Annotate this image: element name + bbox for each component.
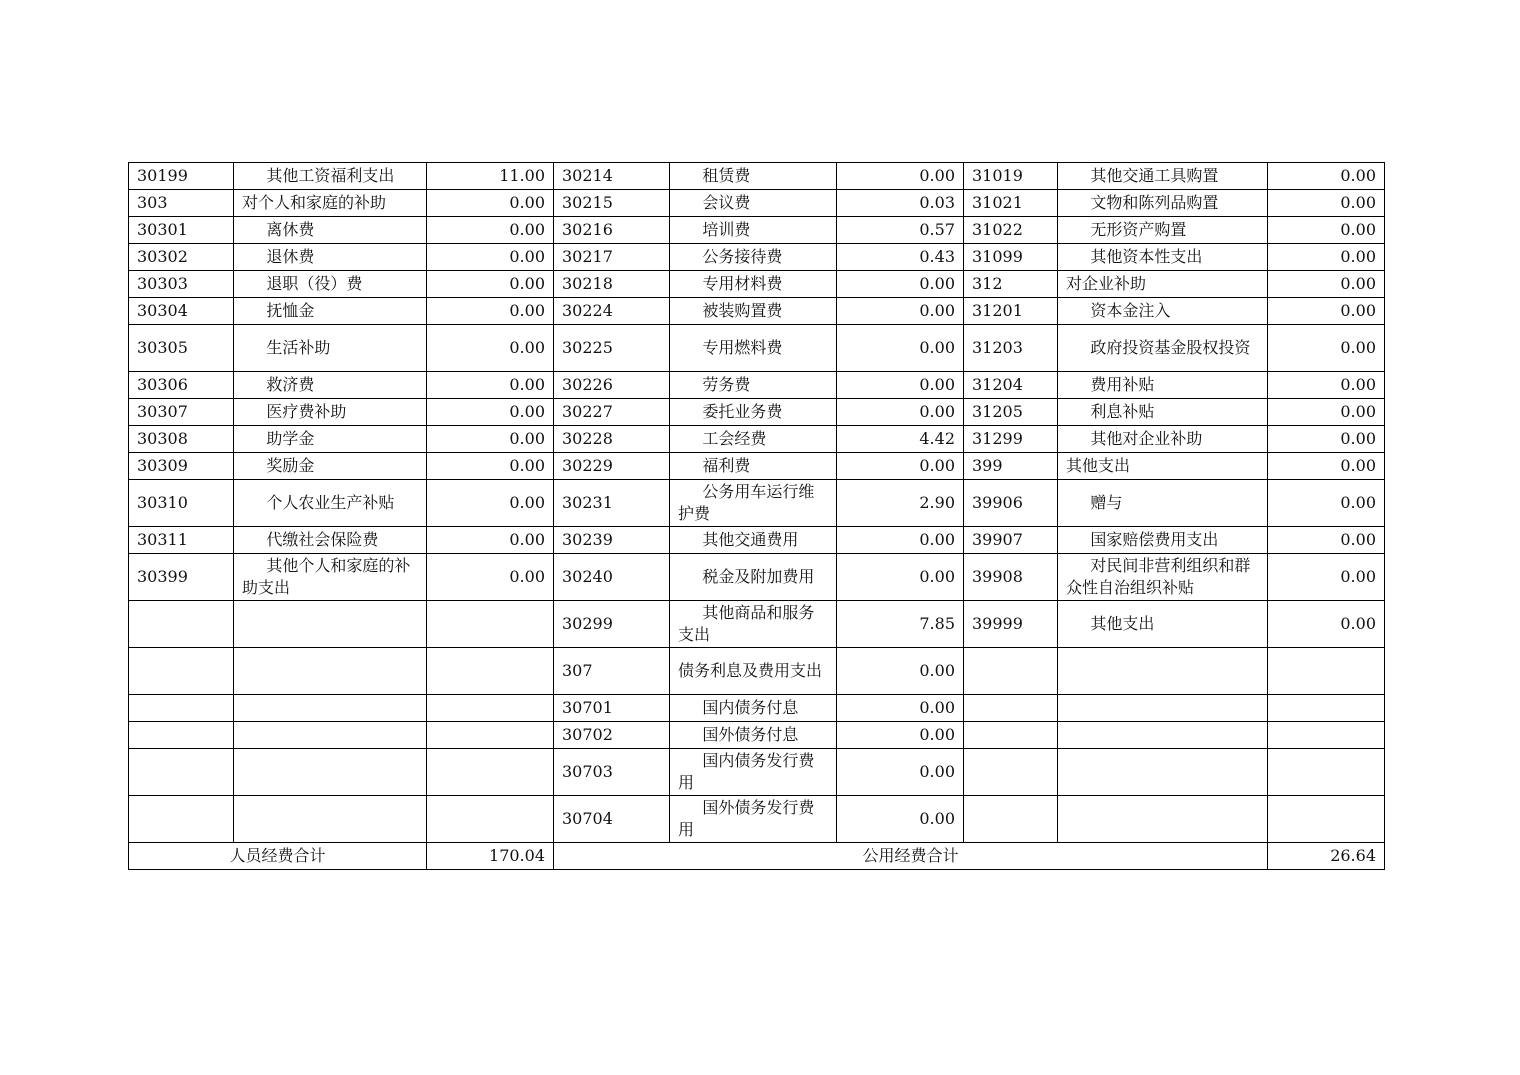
amount-cell: 0.00 bbox=[427, 480, 554, 527]
amount-cell: 0.00 bbox=[1268, 163, 1385, 190]
amount-cell: 2.90 bbox=[837, 480, 964, 527]
amount-cell: 0.00 bbox=[427, 372, 554, 399]
subject-name-cell: 其他个人和家庭的补助支出 bbox=[234, 554, 427, 601]
subject-name-cell: 会议费 bbox=[670, 190, 837, 217]
amount-cell: 0.00 bbox=[427, 527, 554, 554]
table-row bbox=[129, 244, 1385, 271]
subject-code-cell: 30307 bbox=[129, 399, 234, 426]
subject-code-cell: 30310 bbox=[129, 480, 234, 527]
subject-name-cell: 公务接待费 bbox=[670, 244, 837, 271]
totals-row bbox=[129, 843, 1385, 870]
subject-name-cell: 债务利息及费用支出 bbox=[670, 648, 837, 695]
public-total-value: 26.64 bbox=[1268, 843, 1385, 870]
subject-code-cell: 312 bbox=[964, 271, 1058, 298]
subject-code-cell: 307 bbox=[554, 648, 670, 695]
amount-cell bbox=[1268, 749, 1385, 796]
table-row bbox=[129, 217, 1385, 244]
subject-name-cell bbox=[1058, 722, 1268, 749]
amount-cell: 0.00 bbox=[1268, 453, 1385, 480]
amount-cell: 0.00 bbox=[837, 453, 964, 480]
subject-code-cell: 30311 bbox=[129, 527, 234, 554]
amount-cell bbox=[1268, 648, 1385, 695]
subject-code-cell: 399 bbox=[964, 453, 1058, 480]
table-row bbox=[129, 796, 1385, 843]
amount-cell: 0.00 bbox=[837, 372, 964, 399]
amount-cell: 0.00 bbox=[837, 399, 964, 426]
subject-name-cell: 奖励金 bbox=[234, 453, 427, 480]
amount-cell: 0.00 bbox=[427, 426, 554, 453]
subject-code-cell: 31022 bbox=[964, 217, 1058, 244]
subject-code-cell: 30308 bbox=[129, 426, 234, 453]
subject-code-cell: 31201 bbox=[964, 298, 1058, 325]
subject-code-cell bbox=[964, 749, 1058, 796]
amount-cell: 0.43 bbox=[837, 244, 964, 271]
subject-name-cell: 无形资产购置 bbox=[1058, 217, 1268, 244]
subject-code-cell: 30218 bbox=[554, 271, 670, 298]
subject-code-cell: 31021 bbox=[964, 190, 1058, 217]
subject-name-cell: 个人农业生产补贴 bbox=[234, 480, 427, 527]
amount-cell: 0.00 bbox=[427, 271, 554, 298]
subject-code-cell: 30225 bbox=[554, 325, 670, 372]
subject-name-cell: 专用材料费 bbox=[670, 271, 837, 298]
amount-cell: 0.03 bbox=[837, 190, 964, 217]
subject-code-cell: 30226 bbox=[554, 372, 670, 399]
subject-name-cell: 其他商品和服务支出 bbox=[670, 601, 837, 648]
subject-code-cell: 31203 bbox=[964, 325, 1058, 372]
subject-code-cell: 30306 bbox=[129, 372, 234, 399]
subject-name-cell: 抚恤金 bbox=[234, 298, 427, 325]
subject-name-cell: 离休费 bbox=[234, 217, 427, 244]
subject-code-cell: 30299 bbox=[554, 601, 670, 648]
subject-code-cell: 39999 bbox=[964, 601, 1058, 648]
subject-name-cell: 救济费 bbox=[234, 372, 427, 399]
amount-cell: 0.00 bbox=[837, 527, 964, 554]
amount-cell: 0.00 bbox=[1268, 190, 1385, 217]
subject-name-cell: 代缴社会保险费 bbox=[234, 527, 427, 554]
subject-code-cell bbox=[129, 601, 234, 648]
subject-code-cell: 30301 bbox=[129, 217, 234, 244]
subject-code-cell bbox=[129, 695, 234, 722]
subject-code-cell: 30703 bbox=[554, 749, 670, 796]
subject-name-cell bbox=[234, 601, 427, 648]
table-row bbox=[129, 722, 1385, 749]
amount-cell: 0.00 bbox=[1268, 426, 1385, 453]
subject-code-cell bbox=[129, 648, 234, 695]
subject-name-cell: 其他支出 bbox=[1058, 601, 1268, 648]
subject-name-cell: 其他资本性支出 bbox=[1058, 244, 1268, 271]
subject-name-cell bbox=[234, 749, 427, 796]
subject-name-cell: 资本金注入 bbox=[1058, 298, 1268, 325]
subject-code-cell: 30228 bbox=[554, 426, 670, 453]
amount-cell: 0.00 bbox=[1268, 244, 1385, 271]
amount-cell: 0.00 bbox=[427, 244, 554, 271]
subject-name-cell: 国内债务付息 bbox=[670, 695, 837, 722]
subject-name-cell: 专用燃料费 bbox=[670, 325, 837, 372]
amount-cell: 0.00 bbox=[1268, 298, 1385, 325]
subject-code-cell bbox=[129, 749, 234, 796]
subject-name-cell bbox=[234, 722, 427, 749]
subject-name-cell: 其他交通费用 bbox=[670, 527, 837, 554]
subject-code-cell: 303 bbox=[129, 190, 234, 217]
amount-cell: 11.00 bbox=[427, 163, 554, 190]
subject-name-cell: 文物和陈列品购置 bbox=[1058, 190, 1268, 217]
subject-code-cell: 30305 bbox=[129, 325, 234, 372]
table-row bbox=[129, 190, 1385, 217]
subject-name-cell bbox=[1058, 749, 1268, 796]
amount-cell: 0.00 bbox=[1268, 601, 1385, 648]
subject-name-cell: 政府投资基金股权投资 bbox=[1058, 325, 1268, 372]
subject-code-cell: 30216 bbox=[554, 217, 670, 244]
amount-cell: 0.00 bbox=[427, 325, 554, 372]
table-row bbox=[129, 648, 1385, 695]
subject-code-cell: 31299 bbox=[964, 426, 1058, 453]
subject-code-cell: 39906 bbox=[964, 480, 1058, 527]
subject-code-cell: 30215 bbox=[554, 190, 670, 217]
subject-name-cell bbox=[1058, 648, 1268, 695]
subject-code-cell: 30304 bbox=[129, 298, 234, 325]
table-row bbox=[129, 749, 1385, 796]
amount-cell: 0.00 bbox=[427, 453, 554, 480]
table-row bbox=[129, 298, 1385, 325]
subject-name-cell: 对民间非营利组织和群众性自治组织补贴 bbox=[1058, 554, 1268, 601]
subject-code-cell: 30702 bbox=[554, 722, 670, 749]
subject-code-cell bbox=[129, 796, 234, 843]
subject-code-cell: 30231 bbox=[554, 480, 670, 527]
amount-cell: 7.85 bbox=[837, 601, 964, 648]
subject-name-cell: 费用补贴 bbox=[1058, 372, 1268, 399]
table-row bbox=[129, 527, 1385, 554]
subject-code-cell bbox=[129, 722, 234, 749]
subject-name-cell bbox=[1058, 796, 1268, 843]
subject-code-cell: 30240 bbox=[554, 554, 670, 601]
subject-name-cell: 其他交通工具购置 bbox=[1058, 163, 1268, 190]
subject-name-cell: 赠与 bbox=[1058, 480, 1268, 527]
subject-name-cell bbox=[234, 796, 427, 843]
subject-name-cell: 租赁费 bbox=[670, 163, 837, 190]
subject-code-cell: 30199 bbox=[129, 163, 234, 190]
subject-code-cell: 30302 bbox=[129, 244, 234, 271]
subject-code-cell: 31019 bbox=[964, 163, 1058, 190]
subject-name-cell: 税金及附加费用 bbox=[670, 554, 837, 601]
subject-code-cell: 30309 bbox=[129, 453, 234, 480]
subject-code-cell: 39908 bbox=[964, 554, 1058, 601]
budget-sheet bbox=[128, 162, 1384, 870]
amount-cell: 0.00 bbox=[427, 190, 554, 217]
subject-code-cell: 30704 bbox=[554, 796, 670, 843]
personnel-total-label: 人员经费合计 bbox=[129, 843, 427, 870]
table-row bbox=[129, 695, 1385, 722]
subject-name-cell: 委托业务费 bbox=[670, 399, 837, 426]
subject-code-cell: 30217 bbox=[554, 244, 670, 271]
amount-cell: 0.00 bbox=[427, 554, 554, 601]
subject-name-cell: 被装购置费 bbox=[670, 298, 837, 325]
amount-cell bbox=[1268, 796, 1385, 843]
subject-name-cell: 劳务费 bbox=[670, 372, 837, 399]
subject-code-cell: 30214 bbox=[554, 163, 670, 190]
amount-cell: 0.00 bbox=[1268, 325, 1385, 372]
table-row bbox=[129, 325, 1385, 372]
subject-name-cell: 培训费 bbox=[670, 217, 837, 244]
amount-cell: 0.00 bbox=[837, 648, 964, 695]
subject-name-cell: 生活补助 bbox=[234, 325, 427, 372]
amount-cell: 0.00 bbox=[837, 271, 964, 298]
subject-code-cell: 39907 bbox=[964, 527, 1058, 554]
subject-name-cell: 对企业补助 bbox=[1058, 271, 1268, 298]
amount-cell: 0.00 bbox=[1268, 554, 1385, 601]
amount-cell bbox=[427, 749, 554, 796]
subject-code-cell: 31099 bbox=[964, 244, 1058, 271]
table-row bbox=[129, 163, 1385, 190]
subject-name-cell: 利息补贴 bbox=[1058, 399, 1268, 426]
amount-cell: 0.00 bbox=[1268, 527, 1385, 554]
amount-cell: 0.00 bbox=[837, 796, 964, 843]
amount-cell: 0.57 bbox=[837, 217, 964, 244]
subject-code-cell: 30229 bbox=[554, 453, 670, 480]
amount-cell: 0.00 bbox=[837, 325, 964, 372]
amount-cell bbox=[427, 722, 554, 749]
amount-cell bbox=[427, 648, 554, 695]
amount-cell: 0.00 bbox=[837, 163, 964, 190]
subject-name-cell bbox=[234, 695, 427, 722]
amount-cell: 0.00 bbox=[1268, 217, 1385, 244]
table-row bbox=[129, 426, 1385, 453]
subject-name-cell: 福利费 bbox=[670, 453, 837, 480]
public-total-label: 公用经费合计 bbox=[554, 843, 1268, 870]
table-row bbox=[129, 271, 1385, 298]
subject-code-cell: 30303 bbox=[129, 271, 234, 298]
subject-name-cell: 其他工资福利支出 bbox=[234, 163, 427, 190]
table-body bbox=[129, 163, 1385, 843]
subject-name-cell: 公务用车运行维护费 bbox=[670, 480, 837, 527]
subject-code-cell: 30239 bbox=[554, 527, 670, 554]
amount-cell: 0.00 bbox=[1268, 271, 1385, 298]
amount-cell: 0.00 bbox=[1268, 480, 1385, 527]
amount-cell: 0.00 bbox=[837, 722, 964, 749]
subject-name-cell: 退休费 bbox=[234, 244, 427, 271]
subject-code-cell: 30399 bbox=[129, 554, 234, 601]
table-row bbox=[129, 480, 1385, 527]
table-row bbox=[129, 399, 1385, 426]
table-row bbox=[129, 453, 1385, 480]
table-row bbox=[129, 601, 1385, 648]
subject-name-cell: 助学金 bbox=[234, 426, 427, 453]
subject-name-cell: 对个人和家庭的补助 bbox=[234, 190, 427, 217]
subject-code-cell: 30224 bbox=[554, 298, 670, 325]
amount-cell: 0.00 bbox=[1268, 372, 1385, 399]
amount-cell: 0.00 bbox=[427, 217, 554, 244]
subject-name-cell: 国家赔偿费用支出 bbox=[1058, 527, 1268, 554]
subject-name-cell bbox=[1058, 695, 1268, 722]
subject-name-cell: 工会经费 bbox=[670, 426, 837, 453]
subject-code-cell: 30701 bbox=[554, 695, 670, 722]
subject-code-cell bbox=[964, 796, 1058, 843]
subject-code-cell: 31204 bbox=[964, 372, 1058, 399]
subject-code-cell: 31205 bbox=[964, 399, 1058, 426]
subject-name-cell: 退职（役）费 bbox=[234, 271, 427, 298]
subject-code-cell: 30227 bbox=[554, 399, 670, 426]
expenditure-table bbox=[128, 162, 1385, 870]
subject-name-cell: 国外债务发行费用 bbox=[670, 796, 837, 843]
amount-cell bbox=[427, 796, 554, 843]
subject-name-cell: 其他对企业补助 bbox=[1058, 426, 1268, 453]
amount-cell bbox=[427, 695, 554, 722]
subject-name-cell bbox=[234, 648, 427, 695]
subject-code-cell bbox=[964, 695, 1058, 722]
subject-code-cell bbox=[964, 722, 1058, 749]
amount-cell: 0.00 bbox=[837, 749, 964, 796]
amount-cell: 0.00 bbox=[1268, 399, 1385, 426]
amount-cell bbox=[1268, 695, 1385, 722]
amount-cell: 4.42 bbox=[837, 426, 964, 453]
amount-cell: 0.00 bbox=[427, 298, 554, 325]
amount-cell: 0.00 bbox=[837, 554, 964, 601]
table-row bbox=[129, 554, 1385, 601]
personnel-total-value: 170.04 bbox=[427, 843, 554, 870]
amount-cell: 0.00 bbox=[837, 695, 964, 722]
amount-cell: 0.00 bbox=[837, 298, 964, 325]
table-row bbox=[129, 372, 1385, 399]
subject-name-cell: 其他支出 bbox=[1058, 453, 1268, 480]
amount-cell bbox=[1268, 722, 1385, 749]
subject-name-cell: 医疗费补助 bbox=[234, 399, 427, 426]
amount-cell: 0.00 bbox=[427, 399, 554, 426]
amount-cell bbox=[427, 601, 554, 648]
subject-name-cell: 国内债务发行费用 bbox=[670, 749, 837, 796]
subject-name-cell: 国外债务付息 bbox=[670, 722, 837, 749]
subject-code-cell bbox=[964, 648, 1058, 695]
